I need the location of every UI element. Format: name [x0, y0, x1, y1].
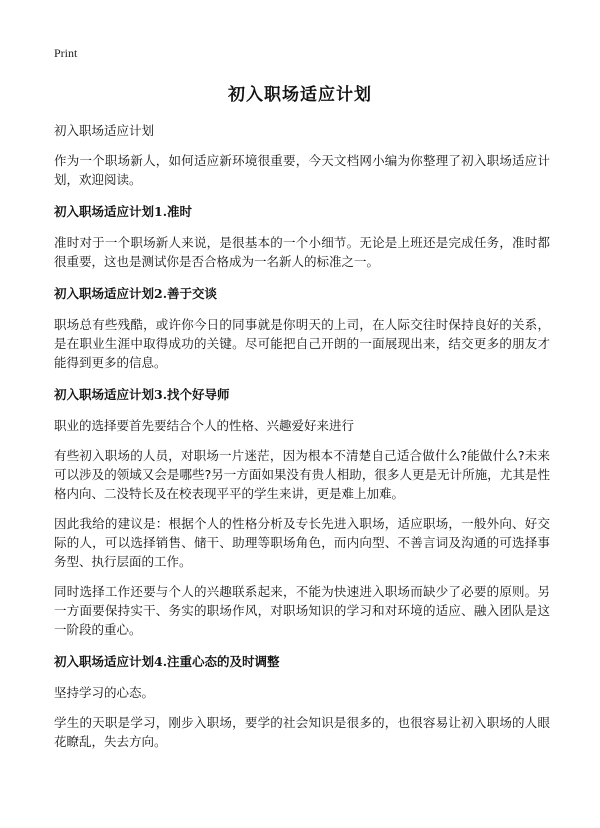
section-heading: 初入职场适应计划4.注重心态的及时调整: [54, 654, 280, 669]
section-paragraph: 同时选择工作还要与个人的兴趣联系起来，不能为快速进入职场而缺少了必要的原则。另一方面要保持实干、务实的职场作风，对职场知识的学习和对环境的适应、融入团队是这一阶段的重心。: [54, 584, 550, 637]
print-link[interactable]: Print: [54, 46, 78, 60]
section-paragraph: 因此我给的建议是：根据个人的性格分析及专长先进入职场，适应职场，一般外向、好交际的人，可以选择销售、储干、助理等职场角色，而内向型、不善言词及沟通的可选择事务型、执行层面的工作。: [54, 516, 550, 569]
section-paragraph: 准时对于一个职场新人来说，是很基本的一个小细节。无论是上班还是完成任务，准时都很重要，这也是测试你是否合格成为一名新人的标准之一。: [54, 235, 550, 269]
section-paragraph: 坚持学习的心态。: [54, 685, 155, 700]
section-paragraph: 学生的天职是学习，刚步入职场，要学的社会知识是很多的，也很容易让初入职场的人眼花瞭乱，失去方向。: [54, 715, 550, 749]
section-paragraph: 有些初入职场的人员，对职场一片迷茫，因为根本不清楚自己适合做什么?能做什么?未来可以涉及的领域又会是哪些?另一方面如果没有贵人相助，很多人更是无计所施，尤其是性格内向、二没特长及在校表现平平的学生来讲，更是难上加难。: [54, 448, 550, 501]
document-body: [54, 121, 550, 762]
page-title: 初入职场适应计划: [228, 85, 372, 105]
section-heading: 初入职场适应计划3.找个好导师: [54, 387, 230, 402]
section-3: [54, 386, 550, 639]
intro-paragraph: 作为一个职场新人，如何适应新环境很重要，今天文档网小编为你整理了初入职场适应计划，欢迎阅读。: [54, 153, 550, 187]
section-heading: 初入职场适应计划2.善于交谈: [54, 286, 218, 301]
section-heading: 初入职场适应计划1.准时: [54, 204, 193, 219]
section-paragraph: 职业的选择要首先要结合个人的性格、兴趣爱好来进行: [54, 418, 355, 433]
document-subtitle: 初入职场适应计划: [54, 123, 155, 138]
section-2: [54, 285, 550, 372]
section-4: [54, 653, 550, 751]
section-1: [54, 203, 550, 271]
section-paragraph: 职场总有些残酷，或许你今日的同事就是你明天的上司，在人际交往时保持良好的关系，是在职业生涯中取得成功的关键。尽可能把自己开朗的一面展现出来，结交更多的朋友才能得到更多的信息。: [54, 317, 550, 370]
